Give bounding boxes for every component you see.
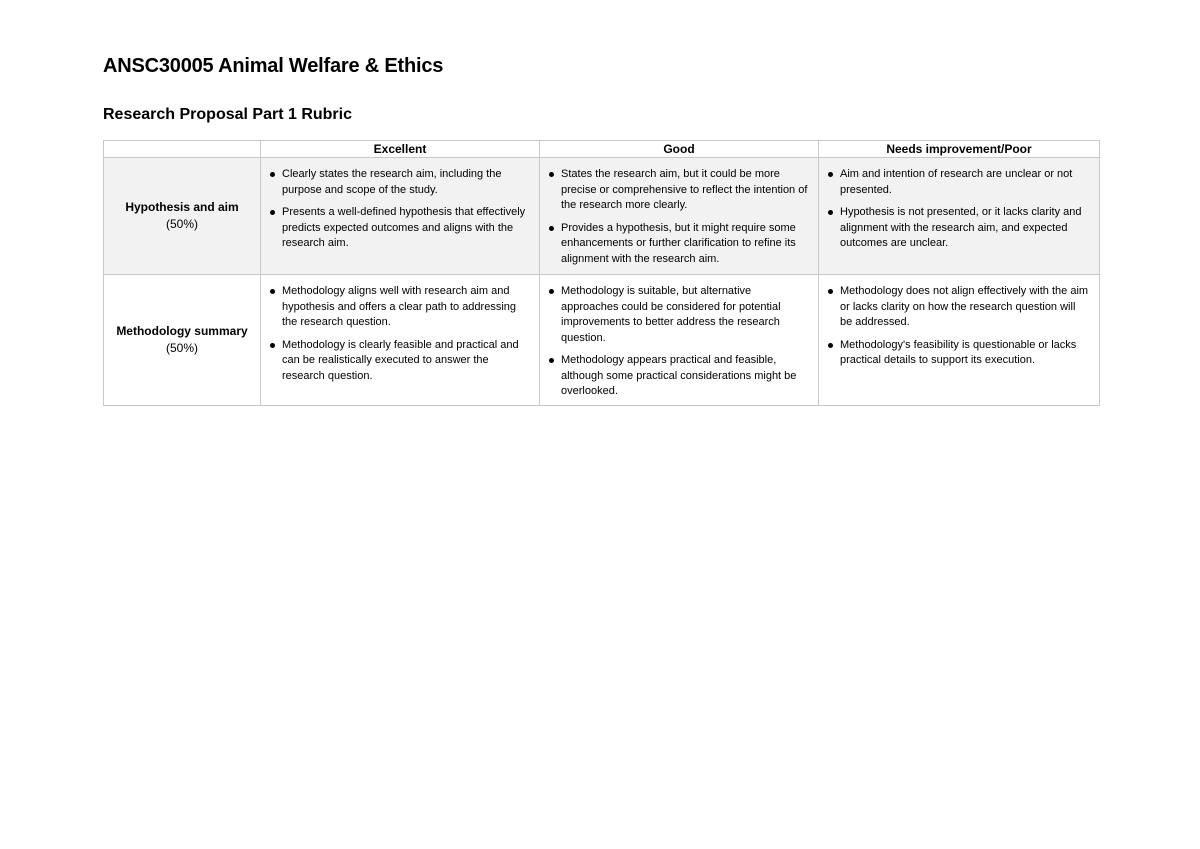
bullet-icon — [828, 172, 833, 177]
bullet-icon — [549, 289, 554, 294]
list-item: Clearly states the research aim, including the purpose and scope of the study. — [270, 167, 530, 198]
list-item: Methodology is clearly feasible and practical and can be realistically executed to answer the research question. — [270, 338, 530, 385]
bullet-icon — [549, 358, 554, 363]
good-cell — [540, 158, 819, 275]
needs-improvement-cell — [819, 158, 1100, 275]
column-header-criterion — [104, 141, 261, 158]
list-item: Presents a well-defined hypothesis that effectively predicts expected outcomes and aligns with the research aim. — [270, 205, 530, 252]
table-row — [104, 158, 1100, 275]
bullet-icon — [270, 172, 275, 177]
list-item: Hypothesis is not presented, or it lacks clarity and alignment with the research aim, and expected outcomes are unclear. — [828, 205, 1090, 252]
bullet-icon — [270, 210, 275, 215]
column-header-good: Good — [540, 141, 819, 158]
list-item: Methodology appears practical and feasible, although some practical considerations might be overlooked. — [549, 353, 809, 400]
excellent-cell — [261, 275, 540, 406]
rubric-table — [103, 140, 1100, 406]
criterion-cell — [104, 275, 261, 406]
list-item: Methodology is suitable, but alternative approaches could be considered for potential improvements to better address the research question. — [549, 284, 809, 346]
document-subtitle: Research Proposal Part 1 Rubric — [103, 106, 352, 123]
criterion-title: Hypothesis and aim — [125, 200, 239, 214]
bullet-icon — [828, 289, 833, 294]
column-header-needs-improvement: Needs improvement/Poor — [819, 141, 1100, 158]
criterion-title: Methodology summary — [116, 324, 248, 338]
document-title: ANSC30005 Animal Welfare & Ethics — [103, 55, 444, 77]
column-header-excellent: Excellent — [261, 141, 540, 158]
rubric-header-row — [104, 141, 1100, 158]
excellent-cell — [261, 158, 540, 275]
bullet-icon — [828, 210, 833, 215]
criterion-cell — [104, 158, 261, 275]
bullet-icon — [270, 289, 275, 294]
list-item: States the research aim, but it could be more precise or comprehensive to reflect the intention of the research more clearly. — [549, 167, 809, 214]
list-item: Methodology's feasibility is questionable or lacks practical details to support its execution. — [828, 338, 1090, 369]
list-item: Methodology does not align effectively with the aim or lacks clarity on how the research question will be addressed. — [828, 284, 1090, 331]
document-page — [103, 52, 1099, 406]
bullet-icon — [828, 343, 833, 348]
bullet-icon — [549, 172, 554, 177]
list-item: Methodology aligns well with research aim and hypothesis and offers a clear path to addressing the research question. — [270, 284, 530, 331]
criterion-weight: (50%) — [165, 217, 198, 231]
good-cell — [540, 275, 819, 406]
table-row — [104, 275, 1100, 406]
needs-improvement-cell — [819, 275, 1100, 406]
bullet-icon — [549, 226, 554, 231]
list-item: Aim and intention of research are unclear or not presented. — [828, 167, 1090, 198]
criterion-weight: (50%) — [165, 341, 198, 355]
list-item: Provides a hypothesis, but it might require some enhancements or further clarification to refine its alignment with the research aim. — [549, 221, 809, 268]
bullet-icon — [270, 343, 275, 348]
